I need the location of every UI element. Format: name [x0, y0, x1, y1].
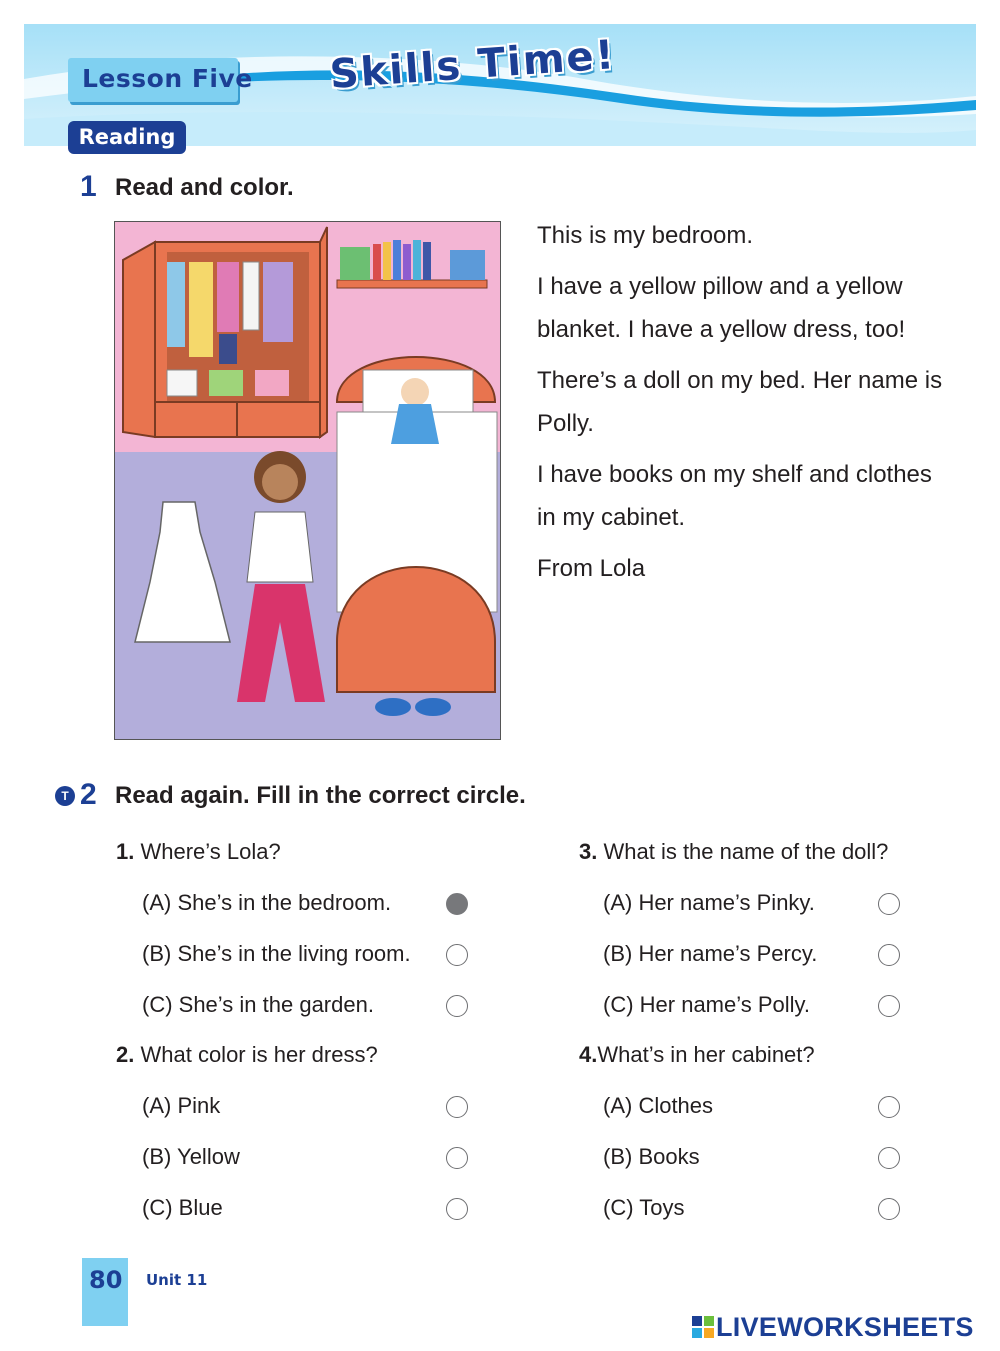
q1-option-b: (B) She’s in the living room. [142, 941, 411, 966]
question-3: 3. What is the name of the doll? [579, 839, 889, 864]
question-4: 4.What’s in her cabinet? [579, 1042, 815, 1067]
q1-answer-circle-c[interactable] [446, 995, 468, 1017]
story-line: I have books on my shelf and clothes in my cabinet. [537, 461, 932, 531]
q1-option-c: (C) She’s in the garden. [142, 992, 374, 1017]
story-line: This is my bedroom. [537, 222, 754, 249]
q4-option-c: (C) Toys [603, 1195, 685, 1220]
unit-label: Unit 11 [146, 1271, 208, 1289]
q3-answer-circle-b[interactable] [878, 944, 900, 966]
liveworksheets-logo-icon [692, 1316, 714, 1338]
q2-option-a: (A) Pink [142, 1093, 221, 1118]
section2-title: Read again. Fill in the correct circle. [115, 782, 526, 809]
liveworksheets-brand[interactable] [692, 1312, 974, 1342]
section2-number: 2 [80, 778, 97, 811]
story-line: From Lola [537, 555, 646, 582]
question-1: 1. Where’s Lola? [116, 839, 281, 864]
q4-answer-circle-a[interactable] [878, 1096, 900, 1118]
q1-answer-circle-a[interactable] [446, 893, 468, 915]
story-line: I have a yellow pillow and a yellow blanket. I have a yellow dress, too! [537, 273, 906, 343]
q3-answer-circle-a[interactable] [878, 893, 900, 915]
story-line: There’s a doll on my bed. Her name is Polly. [537, 367, 943, 437]
teacher-badge: T [55, 786, 75, 806]
q3-option-a: (A) Her name’s Pinky. [603, 890, 815, 915]
q4-option-a: (A) Clothes [603, 1093, 714, 1118]
q3-option-b: (B) Her name’s Percy. [603, 941, 818, 966]
section1-title: Read and color. [115, 174, 294, 201]
q4-answer-circle-c[interactable] [878, 1198, 900, 1220]
lesson-label: Lesson Five [82, 64, 253, 93]
story-text [537, 214, 957, 598]
q2-answer-circle-c[interactable] [446, 1198, 468, 1220]
page-number: 80 [89, 1266, 123, 1294]
page-title: Skills Time! [328, 32, 618, 98]
q2-option-b: (B) Yellow [142, 1144, 240, 1169]
section1-number: 1 [80, 170, 97, 203]
q2-answer-circle-b[interactable] [446, 1147, 468, 1169]
q2-option-c: (C) Blue [142, 1195, 223, 1220]
q4-option-b: (B) Books [603, 1144, 700, 1169]
q4-answer-circle-b[interactable] [878, 1147, 900, 1169]
q3-answer-circle-c[interactable] [878, 995, 900, 1017]
q3-option-c: (C) Her name’s Polly. [603, 992, 811, 1017]
q1-answer-circle-b[interactable] [446, 944, 468, 966]
q1-option-a: (A) She’s in the bedroom. [142, 890, 392, 915]
question-2: 2. What color is her dress? [116, 1042, 378, 1067]
liveworksheets-text: LIVEWORKSHEETS [716, 1311, 974, 1342]
bedroom-illustration [114, 221, 501, 740]
q2-answer-circle-a[interactable] [446, 1096, 468, 1118]
section-tag: Reading [68, 121, 186, 154]
